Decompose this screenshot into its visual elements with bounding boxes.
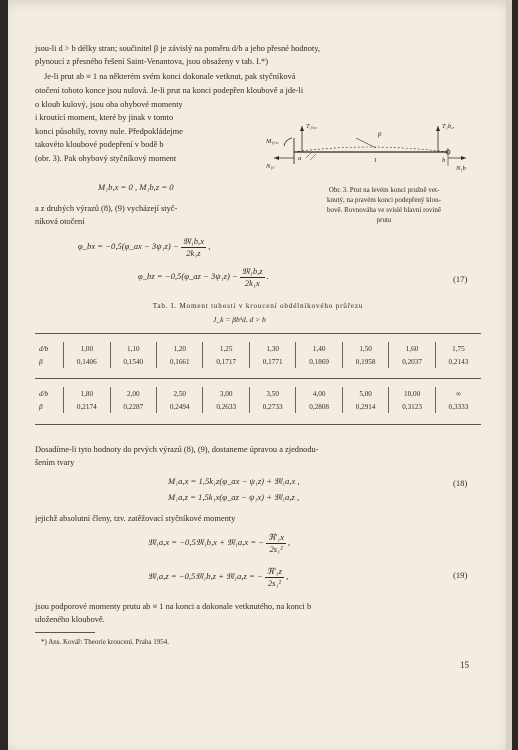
page-spine-shadow [506, 0, 512, 750]
table-cell: d/b [39, 344, 49, 353]
fraction [265, 566, 284, 588]
table-cell: 1,50 [342, 342, 388, 355]
text-line: a z druhých výrazů (8), (9) vycházejí styč- [35, 204, 178, 213]
equation-number-19: (19) [453, 570, 468, 580]
table-row [35, 400, 481, 413]
footnote: *) Ans. Kovář: Theorie kroucení. Praha 1954. [41, 638, 169, 646]
equation-18a: M₁a,x = 1,5k₁z(φ_ax − ψ₁z) + 𝔐₁a,x , [168, 476, 300, 486]
text-line: i kroutící moment, které by jinak v tomto [35, 113, 174, 123]
paragraph-3 [35, 202, 275, 229]
table-cell: 1,60 [389, 342, 435, 355]
paragraph-2-cont [35, 84, 481, 97]
table-cell: 0,1717 [203, 355, 249, 368]
caption-line: prutu [376, 216, 392, 224]
table-cell: 0,2808 [296, 400, 342, 413]
eq-part: 𝔐₁a,x = −0,5𝔐₁b,x + 𝔐₁a,x = − [148, 536, 265, 547]
table-cell: 4,00 [296, 387, 342, 400]
equation-18b: M₁a,z = 1,5k₁x(φ_az − ψ₁x) + 𝔐₁a,z , [168, 492, 300, 502]
table-cell: 0,2633 [203, 400, 249, 413]
table-cell: 2,50 [157, 387, 203, 400]
equation-17a: φ_bx = −0,5(φ_ax − 3ψ₁z) − $\frac{\text{𝔐₁b,x}}{\text{2k₁z}}$ , [78, 236, 211, 258]
table-cell: 0,1958 [342, 355, 388, 368]
fig-label-p: p [378, 130, 382, 138]
paragraph-5 [35, 512, 481, 525]
table-cell: 2,00 [110, 387, 156, 400]
table-row [35, 355, 481, 368]
caption-line: bově. Rovnováha ve svislé hlavní rovině [327, 206, 441, 214]
table-cell: 1,80 [64, 387, 110, 400]
fig-label-n1a: N₁ₐ [266, 163, 275, 170]
fig-label-m1ax: M₁ₐ,ₓ [266, 138, 280, 145]
paragraph-1 [35, 42, 481, 69]
fig-label-t1bx: T₁b,ₓ [442, 123, 455, 130]
denominator: 2s₁² [269, 544, 283, 554]
fig-label-1: 1 [374, 157, 378, 164]
table-cell: 1,10 [110, 342, 156, 355]
table-cell: 1,40 [296, 342, 342, 355]
fraction [181, 236, 206, 258]
text-line: otočení tohoto konce jsou nulová. Je-li prut na konci podepřen kloubově a jde-li [35, 86, 304, 95]
stiffness-table-bottom [35, 387, 481, 413]
eq-part: 𝔐₁a,z = −0,5𝔐₁b,z + 𝔐₁a,z = − [148, 570, 263, 581]
table-cell: 0,2287 [110, 400, 156, 413]
text-line: šením tvary [35, 458, 75, 468]
text-line: jsou podporové momenty prutu ab ≡ 1 na konci a dokonale vetknutého, na konci b [35, 602, 312, 611]
table-row [35, 387, 481, 400]
denominator: 2k₁z [186, 248, 201, 258]
text-line: o kloub kulový, jsou oba ohybové momenty [35, 100, 183, 109]
text-line: takovéto kloubové podepření v bodě b [35, 140, 164, 150]
denominator: 2k₁x [244, 278, 260, 288]
table-cell: β [39, 357, 43, 366]
beam-figure [266, 118, 476, 178]
table-cell: d/b [39, 389, 49, 398]
footnote-rule [35, 632, 95, 633]
table-cell: 3,00 [203, 387, 249, 400]
table-formula: J_k = βb³d, d > b [213, 315, 266, 324]
caption-line: knutý, na pravém konci podepřený klou- [327, 196, 441, 204]
table-cell: 1,00 [64, 342, 110, 355]
equation-number-18: (18) [453, 478, 468, 488]
fraction [266, 532, 286, 554]
numerator: ℜ'₁z [266, 566, 283, 576]
paragraph-4 [35, 443, 481, 470]
denominator: 2s₁² [267, 578, 282, 588]
table-cell: 0,2143 [435, 355, 481, 368]
table-cell: 3,50 [249, 387, 295, 400]
text-line: níková otočení [35, 217, 85, 227]
table-rule-mid [35, 378, 481, 379]
paragraph-2 [35, 70, 481, 83]
table-cell: 5,00 [342, 387, 388, 400]
text-line: uloženého kloubově. [35, 615, 105, 625]
table-cell: 10,00 [389, 387, 435, 400]
text-line: plynoucí z přesného řešení Saint-Venantova, jsou obsaženy v tab. I.*) [35, 57, 269, 67]
table-cell: β [39, 402, 43, 411]
table-cell: 0,1771 [249, 355, 295, 368]
eq-part: φ_bz = −0,5(φ_az − 3ψ₁z) − [138, 270, 238, 281]
numerator: 𝔐₁b,z [241, 266, 263, 276]
table-cell: 0,2914 [342, 400, 388, 413]
text-line: jejichž absolutní členy, tzv. zatěžovací styčníkové momenty [35, 514, 236, 523]
table-row [35, 342, 481, 355]
fig-label-b: b [442, 157, 446, 164]
figure-caption [286, 185, 482, 225]
text-line: Dosadíme-li tyto hodnoty do prvých výrazů (8), (9), dostaneme úpravou a zjednodu- [35, 445, 319, 454]
text-line: jsou-li d > b délky stran; součinitel β je závislý na poměru d/b a jeho přesné hodnoty, [35, 44, 320, 53]
equation-moments-zero: M₁b,x = 0 , M₁b,z = 0 [98, 182, 174, 192]
equation-17b: φ_bz = −0,5(φ_az − 3ψ₁z) − $\frac{\text{𝔐₁b,z}}{\text{2k₁x}}$ . [138, 266, 269, 288]
equation-number-17: (17) [453, 274, 468, 284]
stiffness-table-top [35, 342, 481, 368]
table-cell: 0,3123 [389, 400, 435, 413]
table-cell: 1,30 [249, 342, 295, 355]
caption-line: Obr. 3. Prut na levém konci pružně vet- [328, 186, 440, 194]
paragraph-6 [35, 600, 481, 627]
equation-19a: 𝔐₁a,x = −0,5𝔐₁b,x + 𝔐₁a,x = − $\frac{\text{ℜ'₁x}}{\text{2s₁²}}$ , [148, 532, 291, 554]
table-rule-top [35, 333, 481, 334]
text-line: Je-li prut ab ≡ 1 na některém svém konci dokonale vetknut, pak styčníková [44, 72, 296, 81]
text-line: konci působily, rovny nule. Předpokládejme [35, 126, 183, 136]
numerator: ℜ'₁x [268, 532, 284, 542]
fig-label-a: a [298, 155, 302, 162]
table-cell: 0,1540 [110, 355, 156, 368]
numerator: 𝔐₁b,x [182, 236, 205, 246]
table-cell: 0,2037 [389, 355, 435, 368]
page-number: 15 [460, 660, 469, 670]
table-cell: 1,75 [435, 342, 481, 355]
table-title: Tab. I. Moment tuhosti v kroucení obdélníkového průřezu [152, 302, 364, 310]
table-cell: 1,25 [203, 342, 249, 355]
fraction [240, 266, 265, 288]
text-line: (obr. 3). Pak ohybový styčníkový moment [35, 153, 177, 163]
table-cell: 0,2733 [249, 400, 295, 413]
table-rule-bottom [35, 424, 481, 425]
table-cell: 0,1869 [296, 355, 342, 368]
table-cell: 0,1661 [157, 355, 203, 368]
eq-part: φ_bx = −0,5(φ_ax − 3ψ₁z) − [78, 240, 179, 251]
table-cell: 0,1406 [64, 355, 110, 368]
equation-19b: 𝔐₁a,z = −0,5𝔐₁b,z + 𝔐₁a,z = − $\frac{\text{ℜ'₁z}}{\text{2s₁²}}$ , [148, 566, 289, 588]
fig-label-t1ax: T₁ₐ,ₓ [306, 123, 318, 130]
table-cell: 0,2174 [64, 400, 110, 413]
table-cell: 0,2494 [157, 400, 203, 413]
fig-label-n1b: N₁b [456, 165, 466, 172]
book-page [8, 0, 512, 750]
table-cell: 1,20 [157, 342, 203, 355]
table-cell: 0,3333 [435, 400, 481, 413]
table-cell: ∞ [435, 387, 481, 400]
paragraph-2-narrow [35, 98, 275, 165]
